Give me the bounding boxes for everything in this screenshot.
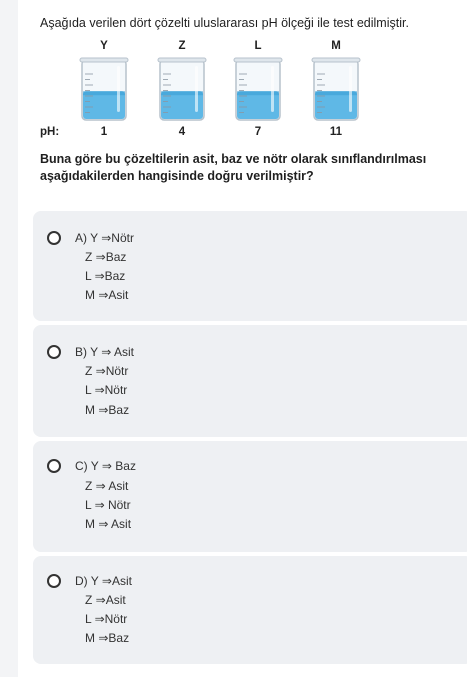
option-line: M ⇒Baz [85, 631, 130, 645]
option-line: A) Y ⇒Nötr [75, 231, 134, 245]
option-line: L ⇒ Nötr [85, 498, 131, 512]
radio-button[interactable] [47, 345, 61, 359]
ph-value: 4 [178, 126, 186, 138]
ph-value: 1 [100, 126, 108, 138]
option-line: L ⇒Nötr [85, 383, 128, 397]
beaker-icon [78, 56, 130, 122]
radio-button[interactable] [47, 459, 61, 473]
question-prompt: Buna göre bu çözeltilerin asit, baz ve nötr olarak sınıflandırılması aşağıdakilerden hangisinde doğru verilmiştir? [40, 152, 427, 183]
option-d[interactable] [33, 556, 467, 664]
option-c[interactable] [33, 441, 467, 552]
option-line: M ⇒Asit [85, 288, 129, 302]
question-text: Aşağıda verilen dört çözelti uluslararası pH ölçeği ile test edilmiştir. [40, 16, 409, 30]
option-line: C) Y ⇒ Baz [75, 459, 136, 473]
beaker-letter: L [254, 40, 262, 52]
option-line: Z ⇒ Asit [85, 479, 129, 493]
beaker-icon [156, 56, 208, 122]
option-line: L ⇒Nötr [85, 612, 128, 626]
radio-button[interactable] [47, 231, 61, 245]
option-line: D) Y ⇒Asit [75, 574, 132, 588]
beaker-icon [310, 56, 362, 122]
ph-value: 7 [254, 126, 262, 138]
beaker-m [306, 38, 366, 138]
beaker-figure [40, 38, 370, 143]
beaker-letter: Z [178, 40, 186, 52]
option-b[interactable] [33, 325, 467, 437]
radio-button[interactable] [47, 574, 61, 588]
beaker-icon [232, 56, 284, 122]
ph-label: pH: [40, 126, 60, 138]
ph-value: 11 [329, 126, 343, 138]
option-a[interactable] [33, 211, 467, 321]
beaker-y [74, 38, 134, 138]
option-line: B) Y ⇒ Asit [75, 345, 134, 359]
option-line: M ⇒Baz [85, 403, 130, 417]
option-line: Z ⇒Baz [85, 250, 127, 264]
beaker-letter: Y [100, 40, 108, 52]
beaker-l [228, 38, 288, 138]
beaker-letter: M [331, 40, 341, 52]
beaker-z [152, 38, 212, 138]
option-line: L ⇒Baz [85, 269, 126, 283]
left-scroll-strip [0, 0, 18, 677]
option-line: Z ⇒Asit [85, 593, 126, 607]
option-line: Z ⇒Nötr [85, 364, 129, 378]
option-line: M ⇒ Asit [85, 517, 132, 531]
